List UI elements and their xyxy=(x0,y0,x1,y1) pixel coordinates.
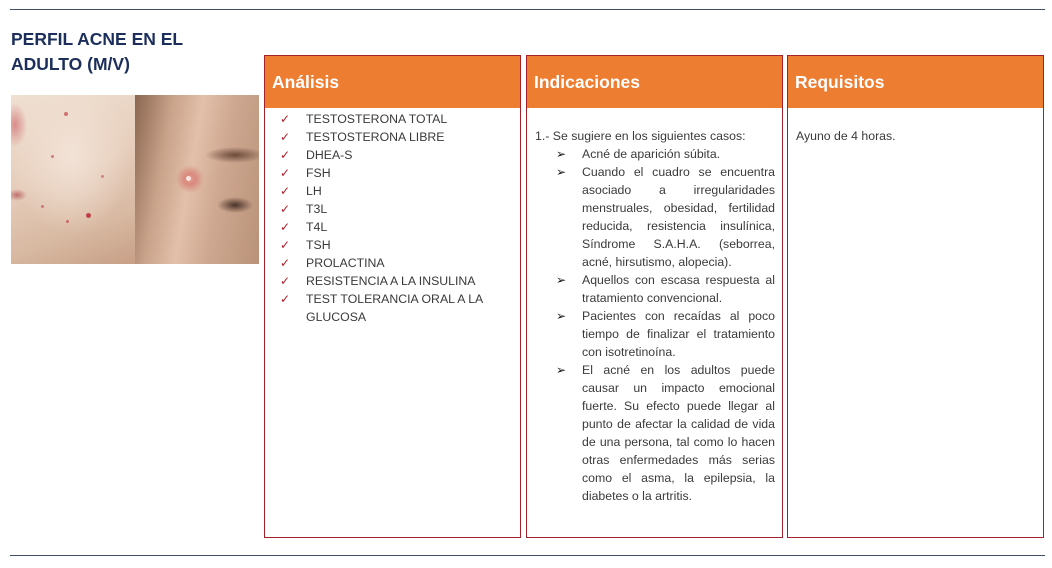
list-item xyxy=(535,163,775,271)
bottom-divider xyxy=(10,555,1045,556)
check-icon: ✓ xyxy=(280,256,291,270)
check-icon: ✓ xyxy=(280,130,291,144)
list-item xyxy=(535,361,775,505)
list-item xyxy=(265,254,520,272)
arrow-bullet-icon: ➢ xyxy=(556,147,567,161)
page-title-line-2: ADULTO (M/V) xyxy=(11,54,130,74)
list-item xyxy=(265,128,520,146)
list-item xyxy=(265,290,520,326)
list-item-text: PROLACTINA xyxy=(306,256,385,270)
analisis-header: Análisis xyxy=(265,56,520,108)
check-icon: ✓ xyxy=(280,112,291,126)
list-item-text: DHEA-S xyxy=(306,148,353,162)
list-item xyxy=(535,145,775,163)
analisis-list xyxy=(265,110,520,326)
list-item-text: TESTOSTERONA TOTAL xyxy=(306,112,448,126)
page-title xyxy=(11,27,251,77)
indicaciones-body xyxy=(527,108,782,505)
list-item xyxy=(265,200,520,218)
list-item-text: Acné de aparición súbita. xyxy=(582,147,721,161)
check-icon: ✓ xyxy=(280,148,291,162)
requisitos-text: Ayuno de 4 horas. xyxy=(796,129,896,143)
list-item xyxy=(265,146,520,164)
check-icon: ✓ xyxy=(280,274,291,288)
list-item xyxy=(265,218,520,236)
list-item-text: LH xyxy=(306,184,322,198)
analisis-card xyxy=(264,55,521,538)
analisis-body xyxy=(265,108,520,326)
acne-photo xyxy=(11,95,259,264)
acne-cheek-photo xyxy=(11,95,135,264)
list-item-text: TESTOSTERONA LIBRE xyxy=(306,130,445,144)
list-item-text: TEST TOLERANCIA ORAL A LA GLUCOSA xyxy=(306,292,483,324)
list-item-text: Cuando el cuadro se encuentra asociado a irregularidades menstruales, obesidad, fertilidad reducida, resistencia insulínica, Síndrome S.A.H.A. (seborrea, acné, hirsutismo, alopecia). xyxy=(582,165,775,269)
requisitos-card xyxy=(787,55,1044,538)
list-item xyxy=(265,182,520,200)
indicaciones-list xyxy=(535,145,775,505)
list-item-text: El acné en los adultos puede causar un impacto emocional fuerte. Su efecto puede llegar al punto de afectar la calidad de vida de una persona, tal como lo hacen otras enfermedades más serias como el asma, la epilepsia, la diabetes o la artritis. xyxy=(582,363,775,503)
list-item-text: FSH xyxy=(306,166,331,180)
list-item xyxy=(265,110,520,128)
list-item-text: RESISTENCIA A LA INSULINA xyxy=(306,274,476,288)
arrow-bullet-icon: ➢ xyxy=(556,363,567,377)
list-item-text: TSH xyxy=(306,238,331,252)
check-icon: ✓ xyxy=(280,184,291,198)
acne-nose-photo xyxy=(135,95,259,264)
list-item xyxy=(265,236,520,254)
indicaciones-intro: 1.- Se sugiere en los siguientes casos: xyxy=(535,129,746,143)
indicaciones-header: Indicaciones xyxy=(527,56,782,108)
list-item xyxy=(535,307,775,361)
top-divider xyxy=(10,9,1045,10)
list-item-text: Aquellos con escasa respuesta al tratamiento convencional. xyxy=(582,273,775,305)
requisitos-header: Requisitos xyxy=(788,56,1043,108)
requisitos-body xyxy=(788,108,1043,145)
list-item xyxy=(535,271,775,307)
check-icon: ✓ xyxy=(280,292,291,306)
check-icon: ✓ xyxy=(280,220,291,234)
check-icon: ✓ xyxy=(280,238,291,252)
page-title-line-1: PERFIL ACNE EN EL xyxy=(11,29,184,49)
list-item-text: Pacientes con recaídas al poco tiempo de finalizar el tratamiento con isotretinoína. xyxy=(582,309,775,359)
arrow-bullet-icon: ➢ xyxy=(556,165,567,179)
list-item xyxy=(265,272,520,290)
arrow-bullet-icon: ➢ xyxy=(556,273,567,287)
list-item-text: T3L xyxy=(306,202,328,216)
arrow-bullet-icon: ➢ xyxy=(556,309,567,323)
check-icon: ✓ xyxy=(280,202,291,216)
indicaciones-card xyxy=(526,55,783,538)
list-item xyxy=(265,164,520,182)
list-item-text: T4L xyxy=(306,220,328,234)
check-icon: ✓ xyxy=(280,166,291,180)
